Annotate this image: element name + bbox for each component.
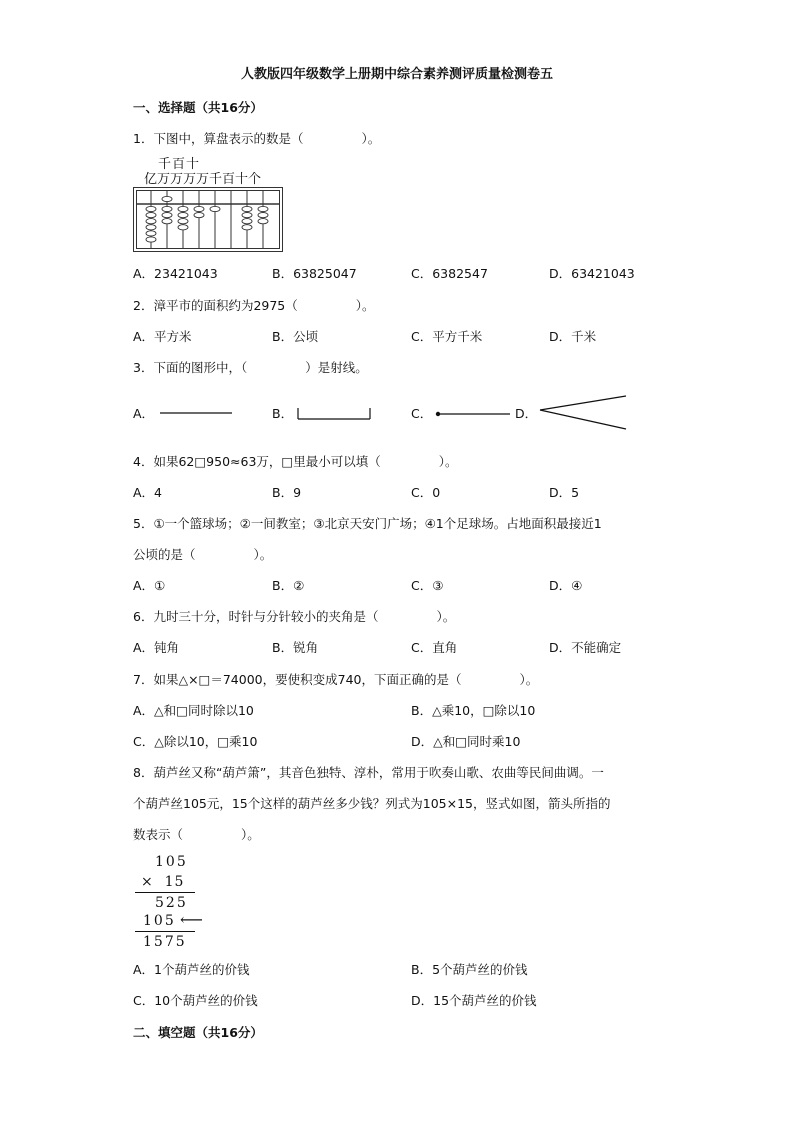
q4-option-d[interactable]: D．5 <box>549 485 580 500</box>
calc-rule-2 <box>135 931 195 932</box>
abacus-lower-bead <box>146 213 156 218</box>
q7-option-c[interactable]: C．△除以10，□乘10 <box>133 734 258 749</box>
abacus-lower-bead <box>258 206 268 211</box>
abacus-lower-bead <box>258 213 268 218</box>
question-8-stem-line2: 个葫芦丝105元，15个这样的葫芦丝多少钱？列式为105×15，竖式如图，箭头所指的 <box>133 796 611 811</box>
page-title: 人教版四年级数学上册期中综合素养测评质量检测卷五 <box>240 67 553 82</box>
q5-option-a[interactable]: A．① <box>133 578 166 593</box>
bracket-segment-figure <box>296 404 376 424</box>
abacus-lower-bead <box>146 219 156 224</box>
vertical-multiplication <box>133 852 243 952</box>
q6-option-a[interactable]: A．钝角 <box>133 640 180 655</box>
calc-product: 1575 <box>143 934 187 950</box>
abacus-lower-bead <box>178 219 188 224</box>
abacus-lower-bead <box>258 219 268 224</box>
calc-partial-1: 525 <box>155 895 188 911</box>
abacus-lower-bead <box>178 225 188 230</box>
calc-rule-1 <box>135 892 195 893</box>
q4-option-c[interactable]: C．0 <box>411 485 441 500</box>
ray-figure <box>434 404 514 424</box>
q3-option-c[interactable]: C． <box>411 406 433 421</box>
abacus-lower-bead <box>162 213 172 218</box>
arrow-left-icon: ⟵ <box>180 910 203 929</box>
abacus-upper-bead <box>162 196 172 201</box>
q8-option-d[interactable]: D．15个葫芦丝的价钱 <box>411 993 537 1008</box>
q5-option-b[interactable]: B．② <box>272 578 305 593</box>
angle-figure <box>538 394 630 434</box>
q5-option-c[interactable]: C．③ <box>411 578 444 593</box>
q3-option-a[interactable]: A． <box>133 406 155 421</box>
calc-partial-2: 105 <box>143 913 176 929</box>
section-heading-choice: 一、选择题（共16分） <box>133 100 263 115</box>
abacus-lower-bead <box>242 213 252 218</box>
line-segment-figure <box>160 404 235 424</box>
q4-option-b[interactable]: B．9 <box>272 485 302 500</box>
q1-option-a[interactable]: A．23421043 <box>133 266 218 281</box>
calc-multiplier: × 15 <box>141 874 185 890</box>
abacus-lower-bead <box>210 206 220 211</box>
question-5-stem-line2: 公顷的是（ ）。 <box>133 547 273 562</box>
abacus-lower-bead <box>194 213 204 218</box>
question-3-stem: 3．下面的图形中，（ ）是射线。 <box>133 360 368 375</box>
q8-option-a[interactable]: A．1个葫芦丝的价钱 <box>133 962 250 977</box>
abacus-lower-bead <box>242 206 252 211</box>
q4-option-a[interactable]: A．4 <box>133 485 163 500</box>
q7-option-b[interactable]: B．△乘10，□除以10 <box>411 703 536 718</box>
q7-option-d[interactable]: D．△和□同时乘10 <box>411 734 521 749</box>
q8-option-b[interactable]: B．5个葫芦丝的价钱 <box>411 962 528 977</box>
q8-option-c[interactable]: C．10个葫芦丝的价钱 <box>133 993 258 1008</box>
q6-option-d[interactable]: D．不能确定 <box>549 640 622 655</box>
abacus-lower-bead <box>178 206 188 211</box>
q2-option-a[interactable]: A．平方米 <box>133 329 192 344</box>
q3-option-b[interactable]: B． <box>272 406 294 421</box>
abacus-lower-bead <box>146 206 156 211</box>
q2-option-c[interactable]: C．平方千米 <box>411 329 483 344</box>
abacus-figure <box>133 187 283 252</box>
abacus-lower-bead <box>146 225 156 230</box>
question-2-stem: 2．漳平市的面积约为2975（ ）。 <box>133 298 375 313</box>
abacus-label-top: 千百十 <box>158 157 201 172</box>
abacus-lower-bead <box>146 231 156 236</box>
abacus-label-bottom: 亿万万万万千百十个 <box>144 172 262 187</box>
question-5-stem-line1: 5．①一个篮球场；②一间教室；③北京天安门广场；④1个足球场。占地面积最接近1 <box>133 516 602 531</box>
q1-option-b[interactable]: B．63825047 <box>272 266 357 281</box>
q6-option-c[interactable]: C．直角 <box>411 640 458 655</box>
q6-option-b[interactable]: B．锐角 <box>272 640 319 655</box>
abacus-lower-bead <box>194 206 204 211</box>
q3-option-d[interactable]: D． <box>515 406 538 421</box>
calc-multiplicand: 105 <box>155 854 188 870</box>
question-4-stem: 4．如果62□950≈63万，□里最小可以填（ ）。 <box>133 454 458 469</box>
question-6-stem: 6．九时三十分，时针与分针较小的夹角是（ ）。 <box>133 609 456 624</box>
abacus-lower-bead <box>178 213 188 218</box>
abacus-lower-bead <box>242 219 252 224</box>
abacus-lower-bead <box>242 225 252 230</box>
q1-option-d[interactable]: D．63421043 <box>549 266 635 281</box>
question-7-stem: 7．如果△×□＝74000，要使积变成740，下面正确的是（ ）。 <box>133 672 539 687</box>
abacus-lower-bead <box>146 237 156 242</box>
q2-option-d[interactable]: D．千米 <box>549 329 597 344</box>
section-heading-fill: 二、填空题（共16分） <box>133 1025 263 1040</box>
q7-option-a[interactable]: A．△和□同时除以10 <box>133 703 254 718</box>
question-1-stem: 1．下图中，算盘表示的数是（ ）。 <box>133 131 381 146</box>
q1-option-c[interactable]: C．6382547 <box>411 266 488 281</box>
abacus-lower-bead <box>162 219 172 224</box>
question-8-stem-line1: 8．葫芦丝又称“葫芦箫”，其音色独特、淳朴，常用于吹奏山歌、农曲等民间曲调。一 <box>133 765 604 780</box>
abacus-lower-bead <box>162 206 172 211</box>
question-8-stem-line3: 数表示（ ）。 <box>133 827 260 842</box>
q5-option-d[interactable]: D．④ <box>549 578 583 593</box>
q2-option-b[interactable]: B．公顷 <box>272 329 319 344</box>
